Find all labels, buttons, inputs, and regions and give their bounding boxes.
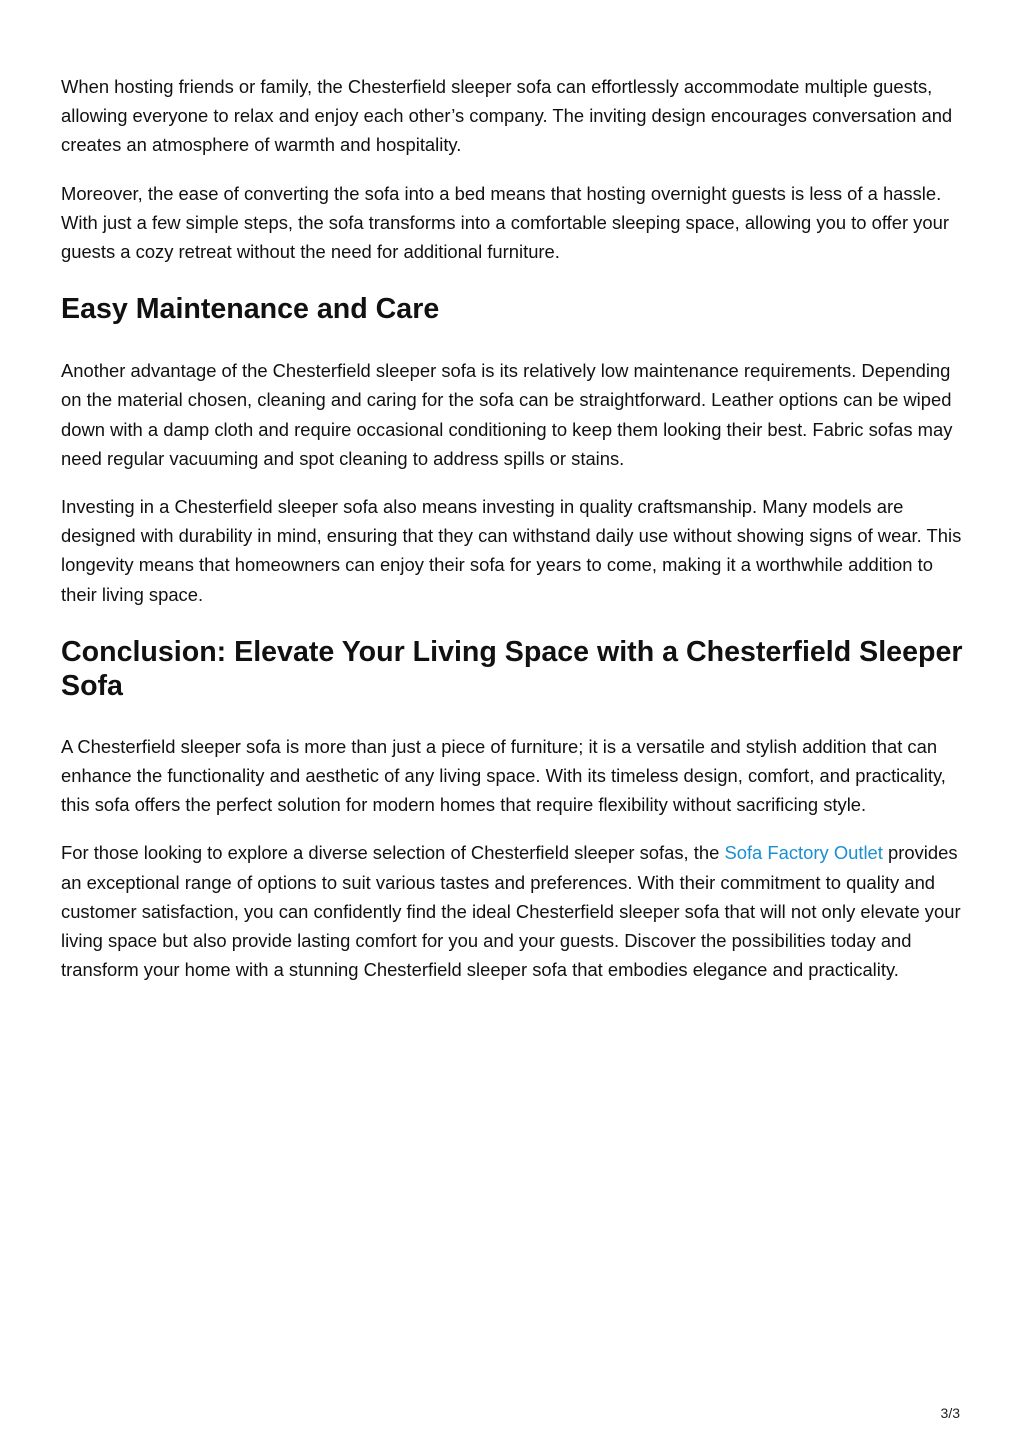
sofa-factory-outlet-link[interactable]: Sofa Factory Outlet bbox=[724, 842, 883, 864]
page-number: 3/3 bbox=[940, 1405, 960, 1421]
paragraph-quality-craftsmanship: Investing in a Chesterfield sleeper sofa also means investing in quality craftsmanship. Many models are designed with durability in mind, ensuring that they can withstand daily use without showing signs of wear. This longevity means that homeowners can enjoy their sofa for years to come, making it a worthwhile addition to their living space. bbox=[61, 496, 962, 605]
paragraph-conclusion-summary: A Chesterfield sleeper sofa is more than just a piece of furniture; it is a versatile and stylish addition that can enhance the functionality and aesthetic of any living space. With its timeless design, comfort, and practicality, this sofa offers the perfect solution for modern homes that require flexibility without sacrificing style. bbox=[61, 735, 946, 816]
document-page bbox=[61, 72, 966, 1003]
paragraph-hosting-guests: When hosting friends or family, the Chesterfield sleeper sofa can effortlessly accommodate multiple guests, allowing everyone to relax and enjoy each other’s company. The inviting design encourages conversation and creates an atmosphere of warmth and hospitality. bbox=[61, 76, 953, 156]
paragraph-sofa-factory-outlet bbox=[61, 838, 966, 984]
paragraph-text-before-link: For those looking to explore a diverse selection of Chesterfield sleeper sofas, the bbox=[61, 842, 725, 864]
paragraph-low-maintenance: Another advantage of the Chesterfield sleeper sofa is its relatively low maintenance requirements. Depending on the material chosen, cleaning and caring for the sofa can be straightforward. Leather options can be wiped down with a damp cloth and require occasional conditioning to keep them looking their best. Fabric sofas may need regular vacuuming and spot cleaning to address spills or stains. bbox=[61, 360, 953, 469]
paragraph-text-after-link: provides an exceptional range of options to suit various tastes and preferences. With their commitment to quality and customer satisfaction, you can confidently find the ideal Chesterfield sleeper sofa that will not only elevate your living space but also provide lasting comfort for you and your guests. Discover the possibilities today and transform your home with a stunning Chesterfield sleeper sofa that embodies elegance and practicality. bbox=[61, 842, 961, 981]
heading-easy-maintenance: Easy Maintenance and Care bbox=[61, 293, 440, 326]
paragraph-converting-sofa: Moreover, the ease of converting the sofa into a bed means that hosting overnight guests is less of a hassle. With just a few simple steps, the sofa transforms into a comfortable sleeping space, allowing you to offer your guests a cozy retreat without the need for additional furniture. bbox=[61, 182, 949, 263]
heading-conclusion: Conclusion: Elevate Your Living Space with a Chesterfield Sleeper Sofa bbox=[61, 635, 963, 702]
